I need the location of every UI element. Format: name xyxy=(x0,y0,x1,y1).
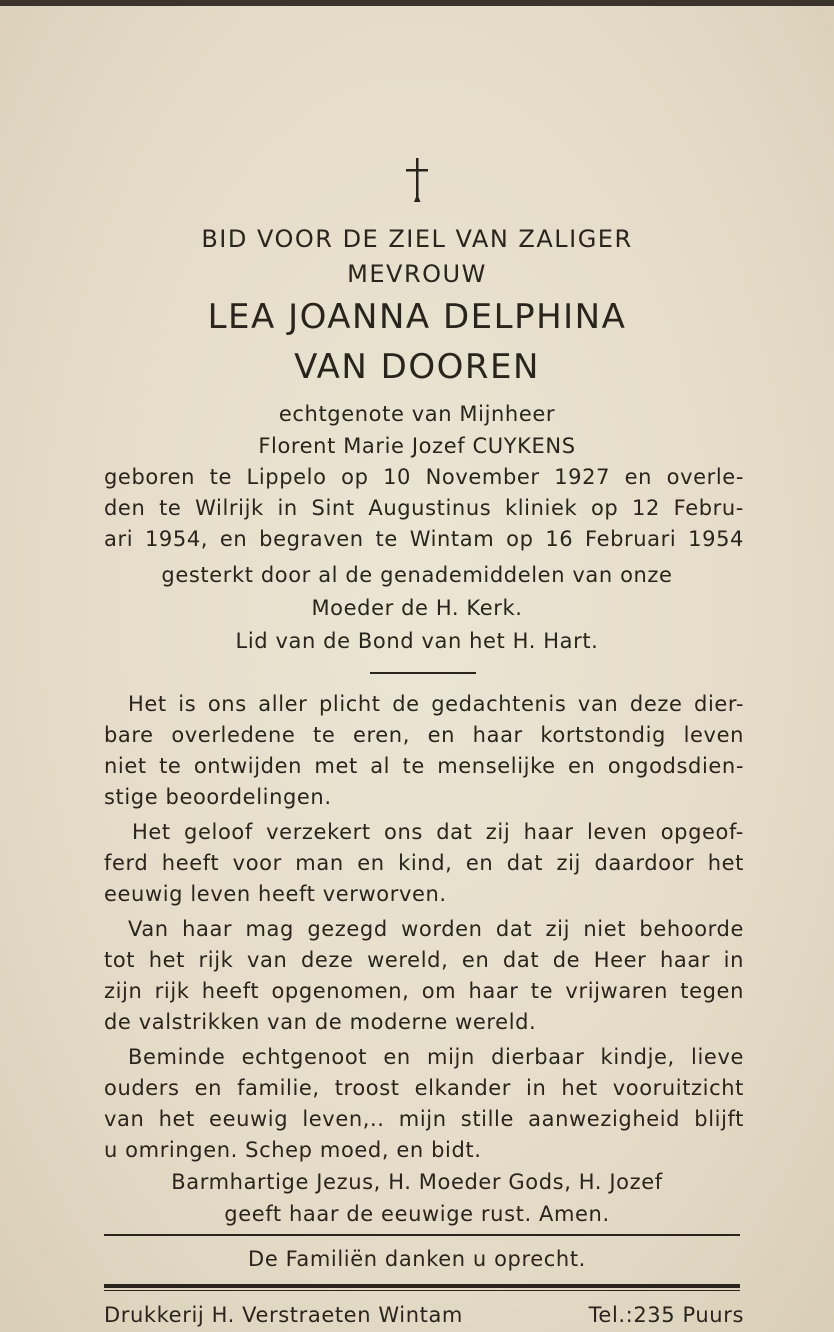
body-text xyxy=(0,689,834,1230)
divider xyxy=(104,1284,740,1288)
body-line: zijn rijk heeft opgenomen, om haar te vrijwaren tegen xyxy=(104,979,744,1003)
body-line: van het eeuwig leven,.. mijn stille aanwezigheid blijft xyxy=(104,1107,744,1131)
divider xyxy=(104,1290,740,1291)
body-line: Van haar mag gezegd worden dat zij niet behoorde xyxy=(128,917,744,941)
printer-row xyxy=(104,1298,744,1332)
body-line: tot het rijk van deze wereld, en dat de Heer haar in xyxy=(104,948,744,972)
body-line: Het is ons aller plicht de gedachtenis van deze dier- xyxy=(128,692,744,716)
thanks-line: De Familiën danken u oprecht. xyxy=(248,1247,586,1271)
detail-line: echtgenote van Mijnheer xyxy=(278,402,556,426)
deceased-surname: VAN DOOREN xyxy=(294,347,540,387)
header-line-1: BID VOOR DE ZIEL VAN ZALIGER xyxy=(201,225,633,253)
detail-line: den te Wilrijk in Sint Augustinus kliniek op 12 Febru- xyxy=(104,496,744,520)
body-line: niet te ontwijden met al te menselijke en ongodsdien- xyxy=(104,754,744,778)
deceased-first-names: LEA JOANNA DELPHINA xyxy=(207,297,627,337)
divider xyxy=(104,1234,740,1236)
body-line: Het geloof verzekert ons dat zij haar leven opgeof- xyxy=(132,820,744,844)
body-line: stige beoordelingen. xyxy=(104,785,332,809)
detail-line: Lid van de Bond van het H. Hart. xyxy=(235,629,599,653)
detail-line: Moeder de H. Kerk. xyxy=(311,596,523,620)
detail-line: Florent Marie Jozef CUYKENS xyxy=(258,434,576,458)
body-line: ouders en familie, troost elkander in het vooruitzicht xyxy=(104,1076,744,1100)
detail-line: gesterkt door al de genademiddelen van onze xyxy=(161,563,673,587)
prayer-line: Barmhartige Jezus, H. Moeder Gods, H. Jozef xyxy=(171,1170,663,1194)
body-line: eeuwig leven heeft verworven. xyxy=(104,882,447,906)
detail-line: ari 1954, en begraven te Wintam op 16 Februari 1954 xyxy=(104,527,744,551)
printer-phone: Tel.:235 Puurs xyxy=(588,1303,744,1327)
detail-line: geboren te Lippelo op 10 November 1927 en overle- xyxy=(104,465,744,489)
body-line: bare overledene te eren, en haar kortstondig leven xyxy=(104,723,744,747)
printer-name: Drukkerij H. Verstraeten Wintam xyxy=(104,1303,463,1327)
body-line: Beminde echtgenoot en mijn dierbaar kindje, lieve xyxy=(128,1045,744,1069)
header xyxy=(0,222,834,392)
prayer-line: geeft haar de eeuwige rust. Amen. xyxy=(224,1202,610,1226)
body-line: de valstrikken van de moderne wereld. xyxy=(104,1010,537,1034)
header-line-2: MEVROUW xyxy=(347,260,487,288)
printer-line xyxy=(0,1298,834,1332)
cross-icon xyxy=(0,156,834,208)
divider xyxy=(370,672,476,674)
body-line: ferd heeft voor man en kind, en dat zij daardoor het xyxy=(104,851,744,875)
thanks xyxy=(0,1242,834,1276)
body-line: u omringen. Schep moed, en bidt. xyxy=(104,1138,482,1162)
details xyxy=(0,398,834,658)
